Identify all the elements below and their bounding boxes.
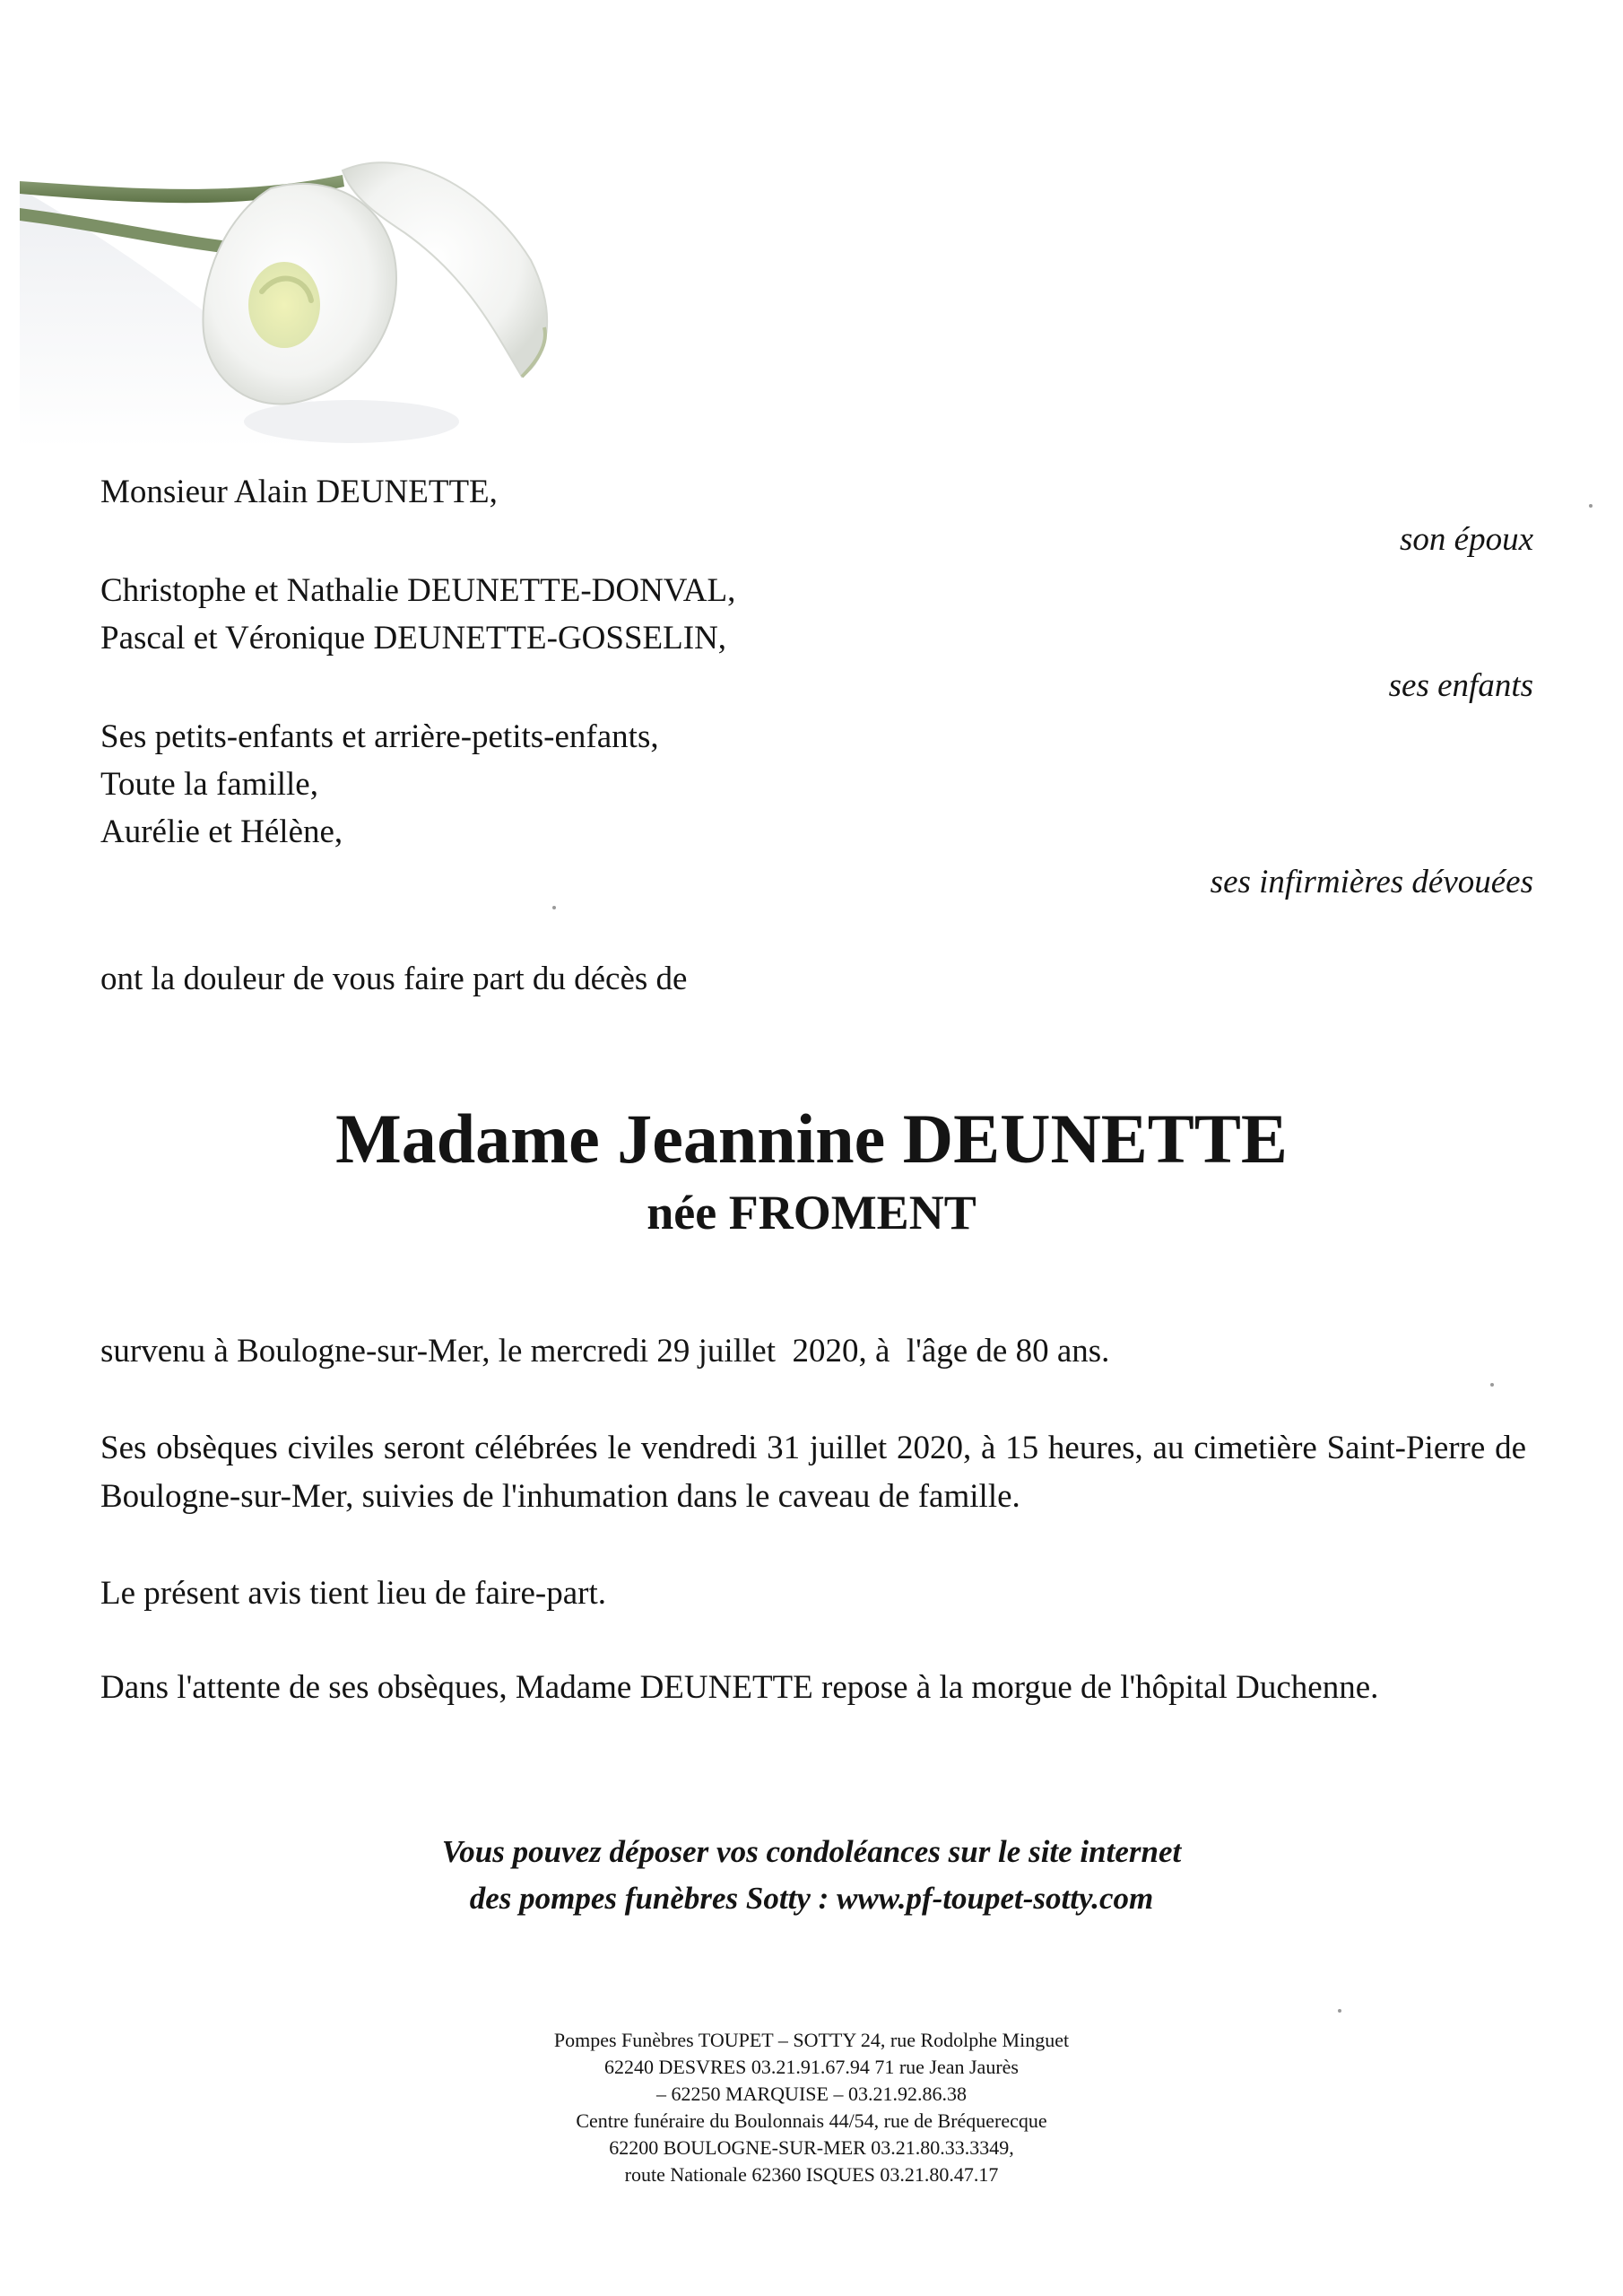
- footer-line: Pompes Funèbres TOUPET – SOTTY 24, rue Rodolphe Minguet: [553, 2029, 1070, 2051]
- nurses-relation: ses infirmières dévouées: [1210, 864, 1533, 900]
- children-name-2: Pascal et Véronique DEUNETTE-GOSSELIN,: [100, 620, 727, 657]
- nurses-name: Aurélie et Hélène,: [100, 813, 343, 850]
- announcement-intro: ont la douleur de vous faire part du décès de: [100, 961, 688, 997]
- children-relation: ses enfants: [1388, 667, 1533, 704]
- funeral-details: Ses obsèques civiles seront célébrées le vendredi 31 juillet 2020, à 15 heures, au cimetière Saint-Pierre de Boulogne-sur-Mer, suivies de l'inhumation dans le caveau de famille.: [100, 1430, 1526, 1515]
- notice-line: Le présent avis tient lieu de faire-part.: [100, 1575, 606, 1612]
- calla-lily-flower-icon: [20, 135, 612, 448]
- condolences-line-1: Vous pouvez déposer vos condoléances sur le site internet: [441, 1834, 1182, 1869]
- children-name-1: Christophe et Nathalie DEUNETTE-DONVAL,: [100, 572, 736, 609]
- footer-line: 62240 DESVRES 03.21.91.67.94 71 rue Jean Jaurès: [604, 2056, 1019, 2078]
- footer-line: 62200 BOULOGNE-SUR-MER 03.21.80.33.3349,: [609, 2136, 1014, 2159]
- scan-speck: [552, 906, 556, 909]
- footer-line: Centre funéraire du Boulonnais 44/54, rue de Bréquerecque: [576, 2109, 1047, 2132]
- death-details: survenu à Boulogne-sur-Mer, le mercredi 29 juillet 2020, à l'âge de 80 ans.: [100, 1333, 1110, 1370]
- scan-speck: [1490, 1383, 1494, 1387]
- footer-line: route Nationale 62360 ISQUES 03.21.80.47.17: [624, 2163, 999, 2186]
- spouse-name: Monsieur Alain DEUNETTE,: [100, 474, 498, 510]
- scan-speck: [1338, 2009, 1341, 2013]
- deceased-maiden-name: née FROMENT: [647, 1186, 976, 1239]
- condolences-line-2: des pompes funèbres Sotty : www.pf-toupet-sotty.com: [469, 1881, 1154, 1916]
- footer-line: – 62250 MARQUISE – 03.21.92.86.38: [656, 2083, 967, 2105]
- scan-speck: [1589, 504, 1593, 508]
- funeral-home-footer: [0, 2027, 1623, 2188]
- grandchildren-line: Ses petits-enfants et arrière-petits-enfants,: [100, 718, 659, 755]
- deceased-name: Madame Jeannine DEUNETTE: [335, 1100, 1288, 1178]
- rest-place-line: Dans l'attente de ses obsèques, Madame DEUNETTE repose à la morgue de l'hôpital Duchenne.: [100, 1669, 1379, 1706]
- spouse-relation: son époux: [1400, 521, 1533, 558]
- family-line: Toute la famille,: [100, 766, 318, 803]
